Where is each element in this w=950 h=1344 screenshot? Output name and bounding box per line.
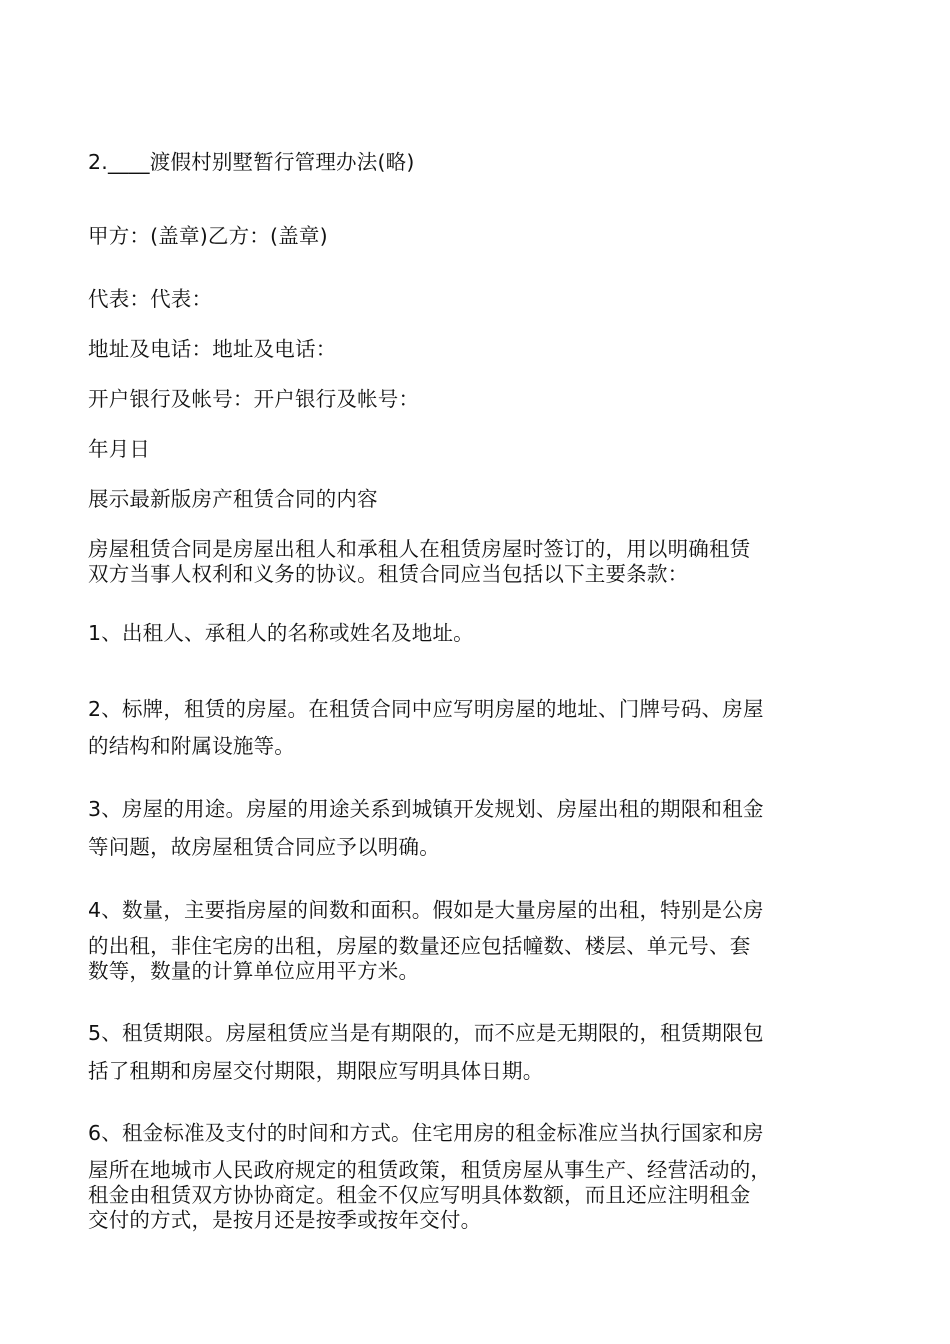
clause-6-line: 6、租金标准及支付的时间和方式。住宅用房的租金标准应当执行国家和房 [88,1121,764,1145]
signature-date: 年月日 [88,437,151,461]
signature-bank-account: 开户银行及帐号：开户银行及帐号： [88,387,420,411]
signature-parties: 甲方：(盖章)乙方：(盖章) [88,224,328,248]
intro-line: 房屋租赁合同是房屋出租人和承租人在租赁房屋时签订的，用以明确租赁 [88,537,751,561]
clause-5-line: 括了租期和房屋交付期限，期限应写明具体日期。 [88,1059,544,1083]
clause-4-line: 4、数量，主要指房屋的间数和面积。假如是大量房屋的出租，特别是公房 [88,898,764,922]
clause-4-line: 的出租，非住宅房的出租，房屋的数量还应包括幢数、楼层、单元号、套 [88,934,751,958]
clause-1-line: 1、出租人、承租人的名称或姓名及地址。 [88,621,474,645]
intro-line: 双方当事人权利和义务的协议。租赁合同应当包括以下主要条款： [88,562,689,586]
signature-address-phone: 地址及电话：地址及电话： [88,337,337,361]
clause-6-line: 租金由租赁双方协协商定。租金不仅应写明具体数额，而且还应注明租金 [88,1183,751,1207]
clause-6-line: 屋所在地城市人民政府规定的租赁政策，租赁房屋从事生产、经营活动的， [88,1158,772,1182]
clause-5-line: 5、租赁期限。房屋租赁应当是有期限的，而不应是无期限的，租赁期限包 [88,1021,764,1045]
clause-2-line: 的结构和附属设施等。 [88,734,295,758]
document-heading: 2.____渡假村别墅暂行管理办法(略) [88,150,415,174]
signature-representatives: 代表：代表： [88,287,213,311]
section-title: 展示最新版房产租赁合同的内容 [88,487,378,511]
clause-3-line: 等问题，故房屋租赁合同应予以明确。 [88,835,440,859]
clause-2-line: 2、标牌，租赁的房屋。在租赁合同中应写明房屋的地址、门牌号码、房屋 [88,697,764,721]
clause-6-line: 交付的方式，是按月还是按季或按年交付。 [88,1208,482,1232]
clause-4-line: 数等，数量的计算单位应用平方米。 [88,959,420,983]
clause-3-line: 3、房屋的用途。房屋的用途关系到城镇开发规划、房屋出租的期限和租金 [88,797,764,821]
